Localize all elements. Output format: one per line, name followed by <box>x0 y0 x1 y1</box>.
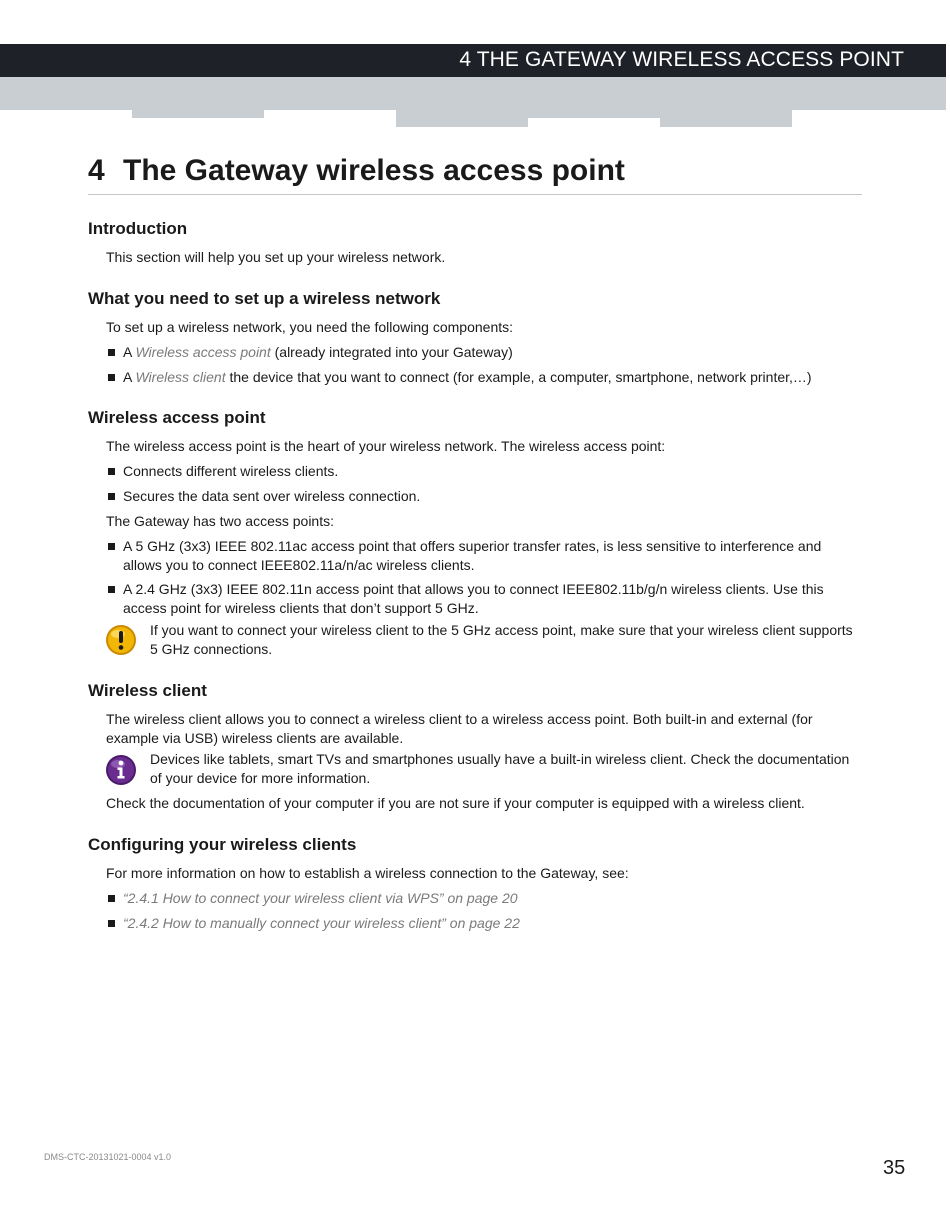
cross-reference-link[interactable]: “2.4.1 How to connect your wireless client via WPS” on page 20 <box>123 890 518 906</box>
bullet-text: A <box>123 369 136 385</box>
heading-wireless-access-point: Wireless access point <box>88 408 266 427</box>
chapter-tab <box>396 110 528 127</box>
paragraph: The Gateway has two access points: <box>106 513 334 529</box>
bullet-square <box>108 468 115 475</box>
page-number: 35 <box>883 1157 906 1179</box>
bullet-square <box>108 374 115 381</box>
heading-configuring-clients: Configuring your wireless clients <box>88 835 357 854</box>
bullet-text: Secures the data sent over wireless connection. <box>123 488 421 504</box>
cross-reference-link[interactable]: “2.4.2 How to manually connect your wireless client” on page 22 <box>123 915 520 931</box>
paragraph: This section will help you set up your wireless network. <box>106 249 446 265</box>
bullet-item <box>106 487 862 506</box>
term-wireless-access-point: Wireless access point <box>135 344 271 360</box>
bullet-square <box>108 349 115 356</box>
paragraph: The wireless access point is the heart of your wireless network. The wireless access point: <box>106 438 666 454</box>
bullet-item <box>106 343 862 362</box>
bullet-item <box>106 537 862 575</box>
bullet-text: A <box>123 344 136 360</box>
warning-icon <box>105 624 137 656</box>
term-wireless-client: Wireless client <box>135 369 226 385</box>
bullet-text: Connects different wireless clients. <box>123 463 339 479</box>
running-header <box>0 44 946 77</box>
bullet-text: (already integrated into your Gateway) <box>270 344 513 360</box>
bullet-text: A 2.4 GHz (3x3) IEEE 802.11n access point that allows you to connect IEEE802.11b/g/n wireless clients. Use this access point for wireless clients that don’t support 5 GHz. <box>123 581 824 616</box>
bullet-square <box>108 586 115 593</box>
bullet-item <box>106 368 862 387</box>
info-icon <box>105 754 137 786</box>
paragraph: To set up a wireless network, you need the following components: <box>106 319 514 335</box>
chapter-tab <box>528 110 660 118</box>
chapter-tab <box>660 110 792 127</box>
info-note: Devices like tablets, smart TVs and smartphones usually have a built-in wireless client. Check the documentation of your device for more information. <box>150 751 850 786</box>
chapter-tab <box>132 110 264 118</box>
bullet-square <box>108 493 115 500</box>
bullet-text: A 5 GHz (3x3) IEEE 802.11ac access point that offers superior transfer rates, is less sensitive to interference and allows you to connect IEEE802.11a/n/ac wireless clients. <box>123 538 822 573</box>
paragraph: Check the documentation of your computer if you are not sure if your computer is equipped with a wireless client. <box>106 795 805 811</box>
chapter-tab-strip <box>0 77 946 110</box>
bullet-item <box>106 914 862 933</box>
bullet-square <box>108 543 115 550</box>
bullet-square <box>108 920 115 927</box>
heading-wireless-client: Wireless client <box>88 681 207 700</box>
bullet-square <box>108 895 115 902</box>
bullet-item <box>106 580 862 618</box>
paragraph: For more information on how to establish a wireless connection to the Gateway, see: <box>106 865 629 881</box>
chapter-title <box>88 154 862 195</box>
warning-note: If you want to connect your wireless client to the 5 GHz access point, make sure that your wireless client supports 5 GHz connections. <box>150 622 853 657</box>
bullet-text: the device that you want to connect (for example, a computer, smartphone, network printer,…) <box>225 369 812 385</box>
document-id: DMS-CTC-20131021-0004 v1.0 <box>44 1152 172 1162</box>
bullet-item <box>106 462 862 481</box>
chapter-title-text: The Gateway wireless access point <box>123 154 625 187</box>
paragraph: The wireless client allows you to connect a wireless client to a wireless access point. Both built-in and external (for example via USB) wireless clients are available. <box>106 711 813 746</box>
chapter-number: 4 <box>88 154 105 187</box>
heading-introduction: Introduction <box>88 219 188 238</box>
bullet-item <box>106 889 862 908</box>
heading-what-you-need: What you need to set up a wireless network <box>88 289 441 308</box>
running-header-title: 4 THE GATEWAY WIRELESS ACCESS POINT <box>459 48 904 71</box>
